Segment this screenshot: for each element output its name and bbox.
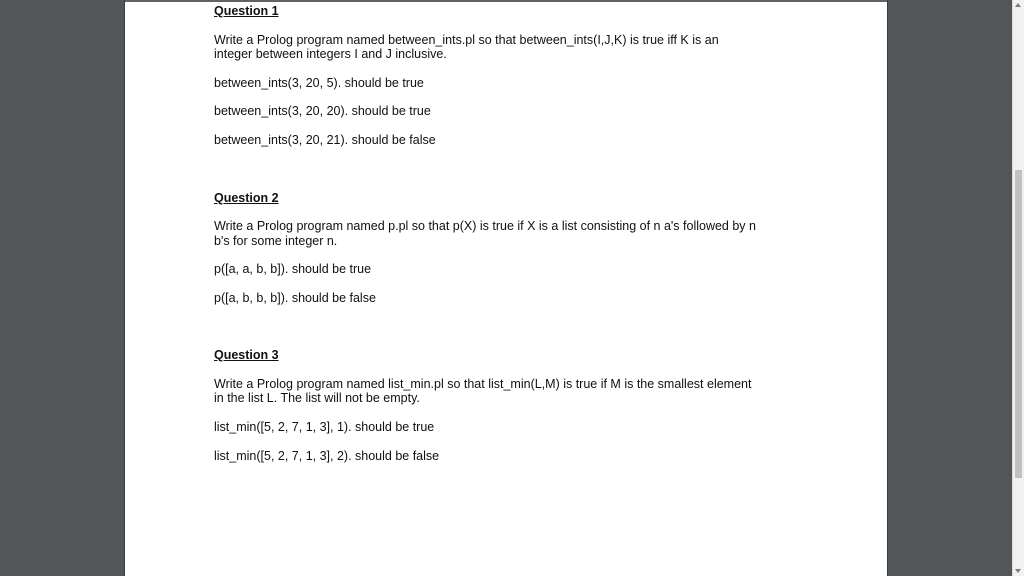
question-3-heading: Question 3 [214,348,279,362]
question-3-prompt-line-1: Write a Prolog program named list_min.pl so that list_min(L,M) is true if M is the smallest element [214,377,752,391]
question-1-example-3: between_ints(3, 20, 21). should be false [214,133,436,147]
question-1-prompt-line-1: Write a Prolog program named between_ints.pl so that between_ints(I,J,K) is true iff K is an [214,33,719,47]
question-3-example-1: list_min([5, 2, 7, 1, 3], 1). should be true [214,420,435,434]
question-1-example-1: between_ints(3, 20, 5). should be true [214,76,424,90]
page-top-edge [125,0,887,2]
question-3-prompt-line-2: in the list L. The list will not be empty. [214,391,420,405]
question-2-example-1: p([a, a, b, b]). should be true [214,262,372,276]
vertical-scrollbar[interactable] [1012,0,1024,576]
document-page [124,0,888,576]
question-2-heading: Question 2 [214,191,279,205]
scroll-down-arrow-icon[interactable] [1015,569,1021,573]
question-2-prompt-line-2: b's for some integer n. [214,234,338,248]
question-2-prompt-line-1: Write a Prolog program named p.pl so that p(X) is true if X is a list consisting of n a's followed by n [214,219,756,233]
question-2-example-2: p([a, b, b, b]). should be false [214,291,376,305]
scroll-up-arrow-icon[interactable] [1015,3,1021,7]
question-1-prompt-line-2: integer between integers I and J inclusive. [214,47,447,61]
question-1-heading: Question 1 [214,4,279,18]
scrollbar-thumb[interactable] [1015,170,1022,478]
question-1-example-2: between_ints(3, 20, 20). should be true [214,104,431,118]
question-3-example-2: list_min([5, 2, 7, 1, 3], 2). should be false [214,449,440,463]
